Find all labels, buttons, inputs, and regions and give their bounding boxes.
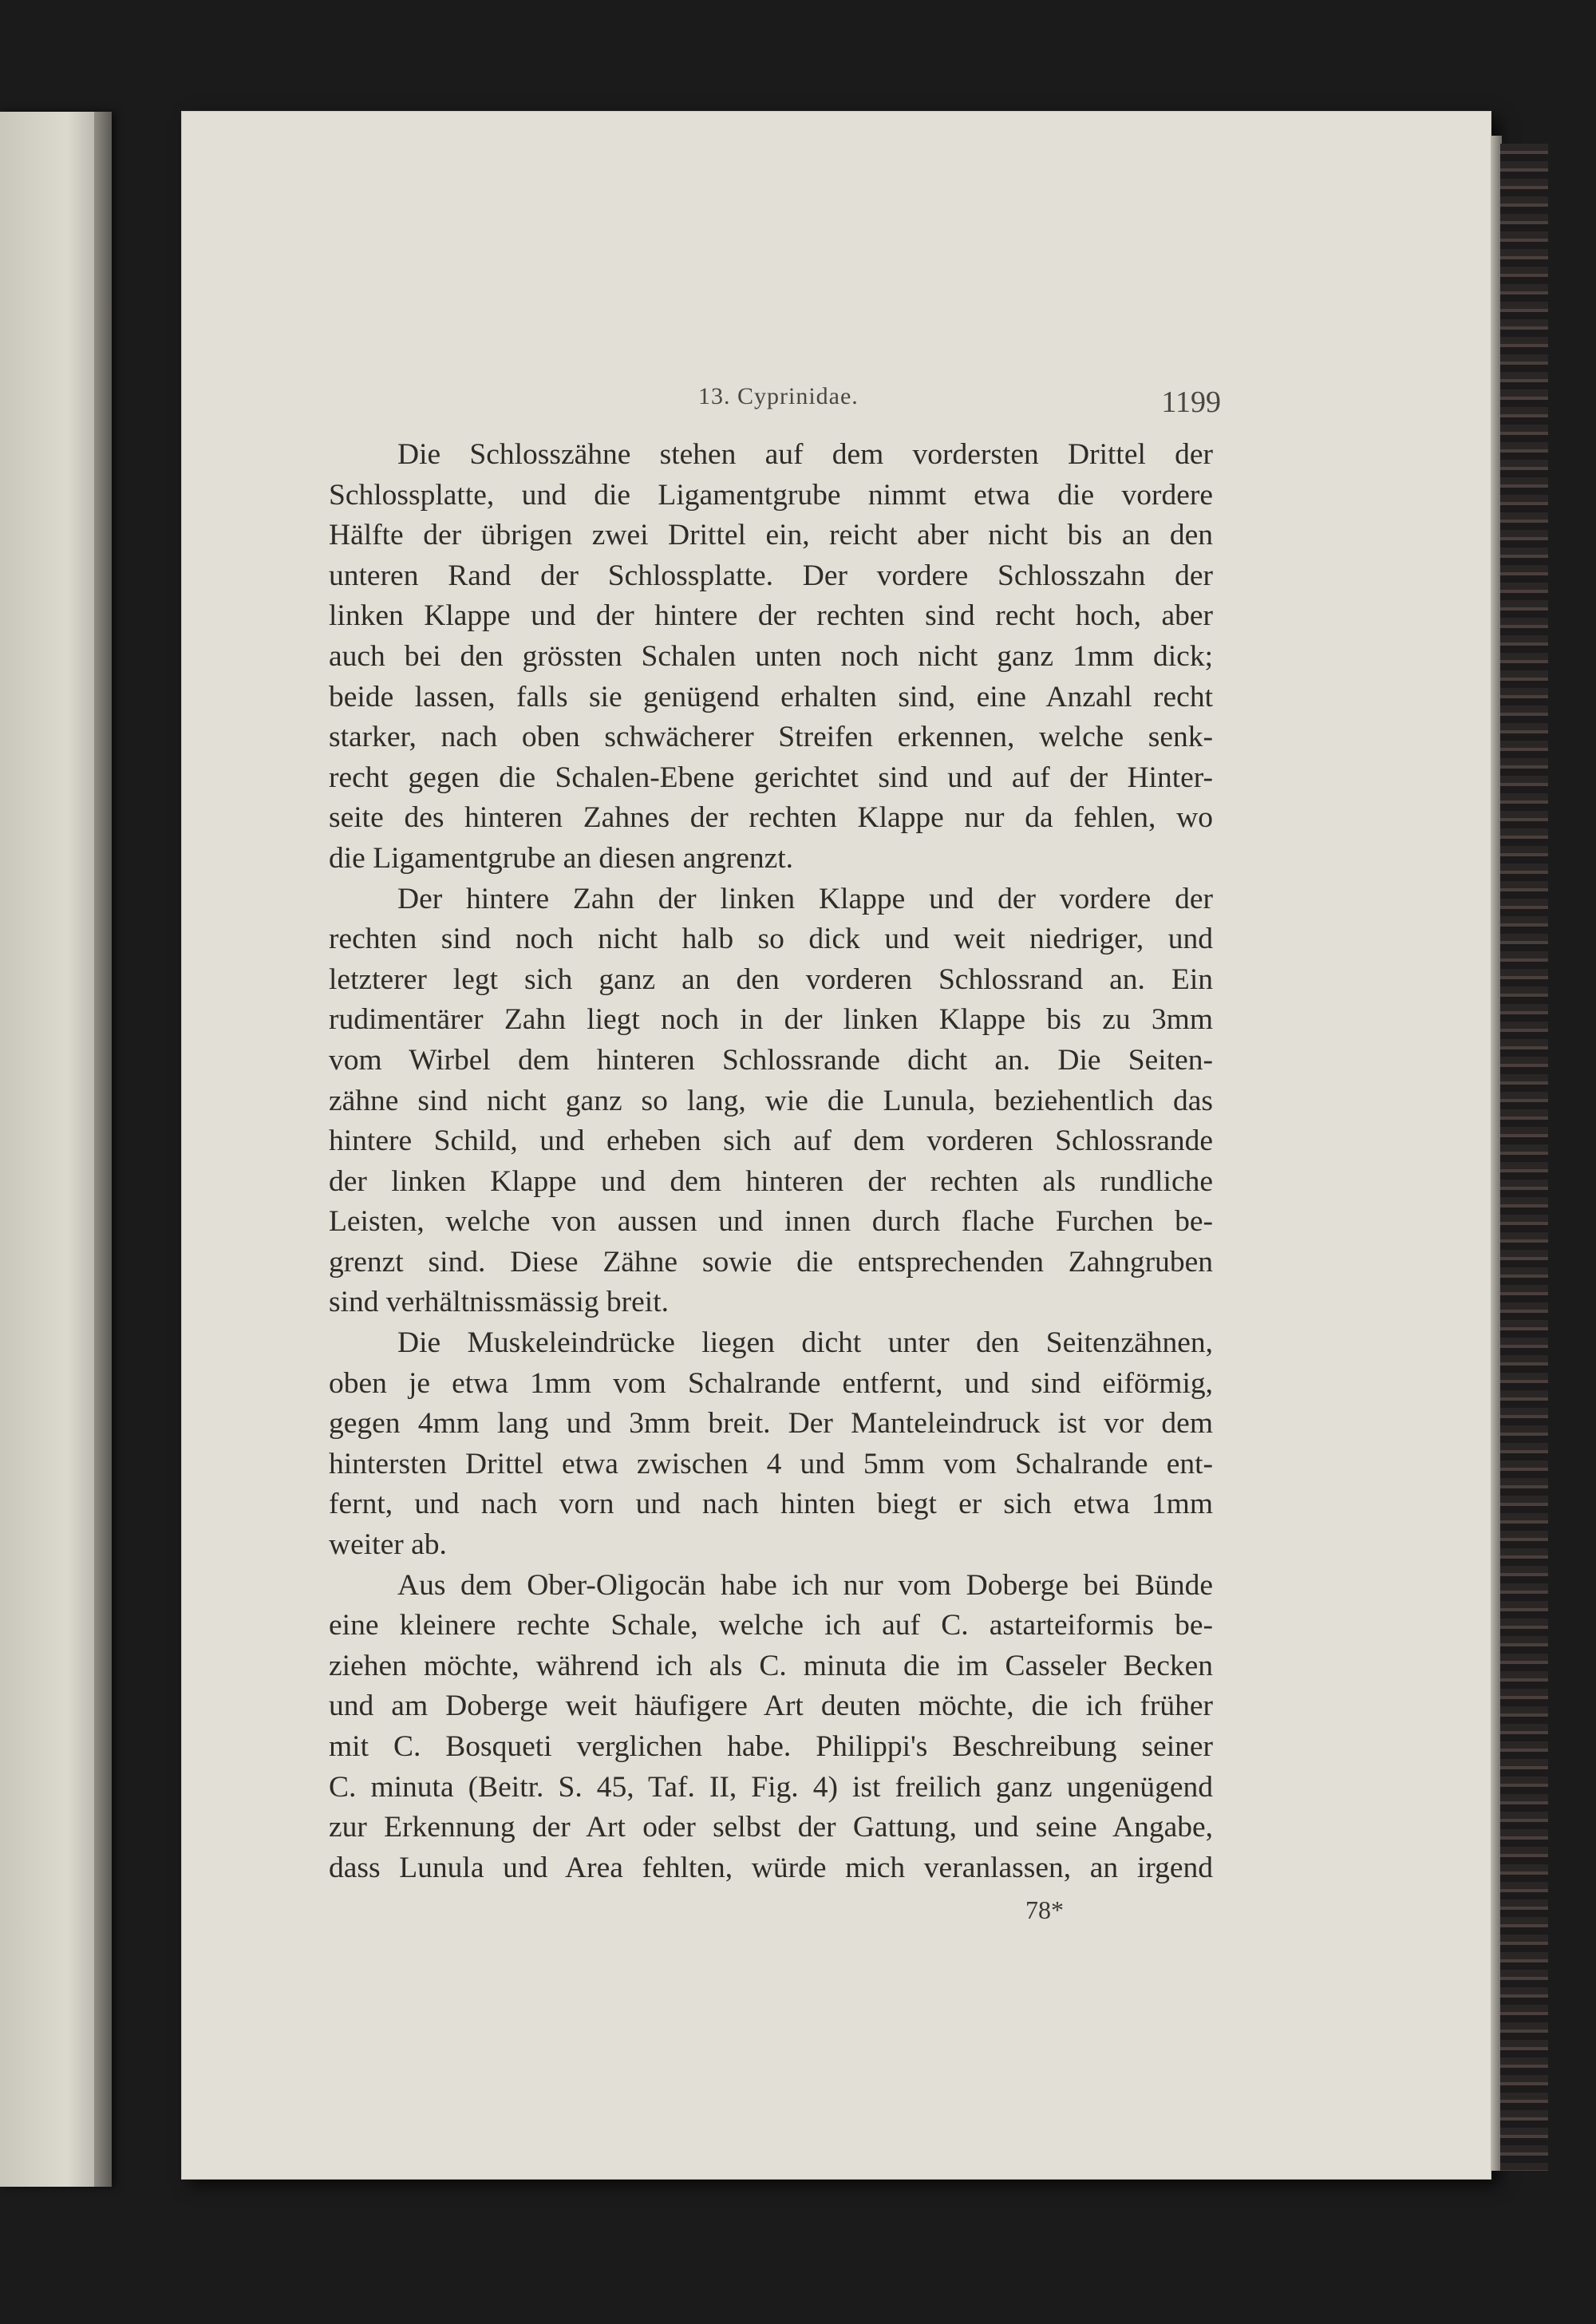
book-cover-edge: [1500, 144, 1548, 2171]
text-line: grenzt sind. Diese Zähne sowie die entsprechenden Zahngruben: [329, 1245, 1213, 1279]
text-line: und am Doberge weit häufigere Art deuten möchte, die ich früher: [329, 1690, 1213, 1723]
body-text: [329, 435, 1213, 1888]
text-line: hintere Schild, und erheben sich auf dem vorderen Schlossrande: [329, 1124, 1213, 1158]
text-line: oben je etwa 1mm vom Schalrande entfernt, und sind eiförmig,: [329, 1366, 1213, 1400]
text-line: vom Wirbel dem hinteren Schlossrande dicht an. Die Seiten-: [329, 1043, 1213, 1077]
running-head: 13. Cyprinidae.: [698, 383, 859, 409]
text-line: Die Muskeleindrücke liegen dicht unter den Seitenzähnen,: [397, 1326, 1213, 1360]
text-line: gegen 4mm lang und 3mm breit. Der Manteleindruck ist vor dem: [329, 1407, 1213, 1441]
text-line: sind verhältnissmässig breit.: [329, 1286, 669, 1319]
text-line: unteren Rand der Schlossplatte. Der vordere Schlosszahn der: [329, 559, 1213, 592]
text-line: Der hintere Zahn der linken Klappe und der vordere der: [397, 882, 1213, 915]
text-line: Schlossplatte, und die Ligamentgrube nimmt etwa die vordere: [329, 478, 1213, 512]
text-line: auch bei den grössten Schalen unten noch nicht ganz 1mm dick;: [329, 639, 1213, 673]
text-line: ziehen möchte, während ich als C. minuta die im Casseler Becken: [329, 1649, 1213, 1682]
text-line: die Ligamentgrube an diesen angrenzt.: [329, 841, 794, 875]
text-line: rudimentärer Zahn liegt noch in der linken Klappe bis zu 3mm: [329, 1003, 1213, 1037]
text-line: C. minuta (Beitr. S. 45, Taf. II, Fig. 4) ist freilich ganz ungenügend: [329, 1770, 1213, 1804]
text-line: der linken Klappe und dem hinteren der rechten als rundliche: [329, 1164, 1213, 1198]
text-line: zur Erkennung der Art oder selbst der Gattung, und seine Angabe,: [329, 1811, 1213, 1844]
text-line: starker, nach oben schwächerer Streifen erkennen, welche senk-: [329, 721, 1213, 754]
page-header: [327, 383, 1221, 431]
text-line: beide lassen, falls sie genügend erhalten sind, eine Anzahl recht: [329, 680, 1213, 713]
facing-page-edge: [94, 112, 112, 2187]
text-line: zähne sind nicht ganz so lang, wie die Lunula, beziehentlich das: [329, 1084, 1213, 1117]
text-line: letzterer legt sich ganz an den vorderen Schlossrand an. Ein: [329, 962, 1213, 996]
text-line: Hälfte der übrigen zwei Drittel ein, reicht aber nicht bis an den: [329, 519, 1213, 552]
text-line: eine kleinere rechte Schale, welche ich auf C. astarteiformis be-: [329, 1609, 1213, 1642]
text-line: seite des hinteren Zahnes der rechten Klappe nur da fehlen, wo: [329, 801, 1213, 835]
text-line: Aus dem Ober-Oligocän habe ich nur vom Doberge bei Bünde: [397, 1568, 1213, 1602]
text-line: mit C. Bosqueti verglichen habe. Philippi's Beschreibung seiner: [329, 1730, 1213, 1763]
text-line: Die Schlosszähne stehen auf dem vordersten Drittel der: [397, 438, 1213, 471]
text-line: weiter ab.: [329, 1528, 447, 1562]
text-line: dass Lunula und Area fehlten, würde mich veranlassen, an irgend: [329, 1851, 1213, 1884]
text-line: fernt, und nach vorn und nach hinten biegt er sich etwa 1mm: [329, 1488, 1213, 1521]
text-line: rechten sind noch nicht halb so dick und weit niedriger, und: [329, 923, 1213, 956]
text-line: recht gegen die Schalen-Ebene gerichtet sind und auf der Hinter-: [329, 761, 1213, 794]
text-line: linken Klappe und der hintere der rechten sind recht hoch, aber: [329, 599, 1213, 633]
page-number: 1199: [1161, 385, 1221, 419]
text-line: Leisten, welche von aussen und innen durch flache Furchen be-: [329, 1205, 1213, 1239]
signature-mark: 78*: [1025, 1895, 1064, 1924]
text-line: hintersten Drittel etwa zwischen 4 und 5mm vom Schalrande ent-: [329, 1447, 1213, 1480]
